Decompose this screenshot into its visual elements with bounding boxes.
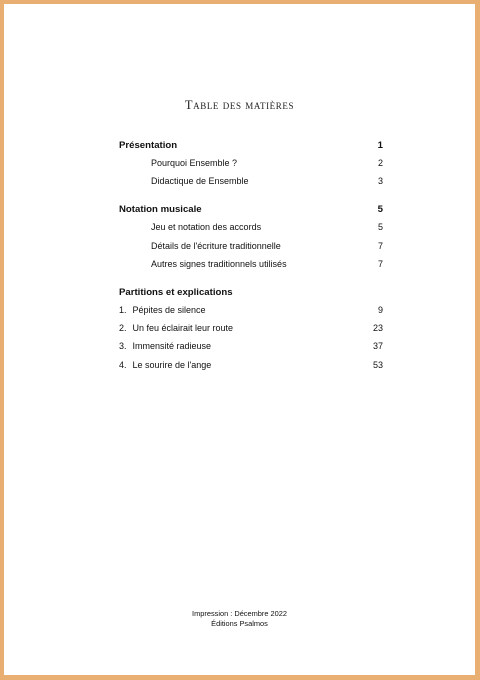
entry-page-number: 7: [377, 240, 383, 251]
entry-title: Immensité radieuse: [132, 341, 212, 352]
toc-entry[interactable]: [119, 360, 383, 378]
entry-page-number: 3: [377, 176, 383, 187]
entry-label: [119, 360, 211, 370]
toc-entry[interactable]: [119, 341, 383, 359]
section-page-number: 1: [377, 140, 383, 151]
section-label: Présentation: [119, 140, 178, 151]
entry-title: Pépites de silence: [132, 304, 206, 315]
section-label: Notation musicale: [119, 204, 202, 216]
print-date: Impression : Décembre 2022: [192, 609, 287, 618]
page-title: Table des matières: [184, 98, 295, 112]
toc-section-heading[interactable]: [119, 287, 383, 305]
entry-title: Le sourire de l'ange: [132, 359, 212, 370]
toc-entry[interactable]: [119, 323, 383, 341]
entry-label: Didactique de Ensemble: [151, 176, 249, 187]
entry-label: [119, 323, 233, 333]
toc-section-presentation: [119, 140, 383, 194]
toc-entry[interactable]: [119, 176, 383, 194]
page-footer: [4, 609, 475, 629]
publisher: Éditions Psalmos: [211, 619, 268, 628]
entry-page-number: 5: [377, 222, 383, 233]
toc-section-heading[interactable]: [119, 140, 383, 158]
section-page-number: 5: [377, 204, 383, 216]
entry-label: Pourquoi Ensemble ?: [151, 158, 238, 168]
toc-section-heading[interactable]: [119, 204, 383, 222]
entry-label: Détails de l'écriture traditionnelle: [151, 240, 281, 251]
toc-entry[interactable]: [119, 158, 383, 176]
entry-page-number: 2: [377, 158, 383, 168]
toc-entry[interactable]: [119, 259, 383, 277]
entry-title: Un feu éclairait leur route: [132, 323, 234, 334]
entry-label: Autres signes traditionnels utilisés: [151, 258, 287, 269]
entry-page-number: 53: [372, 359, 383, 370]
toc-section-partitions: [119, 287, 383, 378]
entry-page-number: 7: [377, 258, 383, 269]
toc-entry[interactable]: [119, 305, 383, 323]
entry-label: [119, 341, 211, 351]
entry-page-number: 37: [372, 341, 383, 352]
section-label: Partitions et explications: [119, 286, 233, 298]
toc-entry[interactable]: [119, 222, 383, 240]
entry-label: Jeu et notation des accords: [151, 222, 262, 233]
entry-number: 4.: [119, 359, 127, 370]
document-page: [4, 4, 475, 675]
entry-page-number: 23: [372, 323, 383, 334]
entry-number: 3.: [119, 341, 127, 352]
entry-label: [119, 305, 206, 315]
toc-section-notation: [119, 204, 383, 277]
table-of-contents: [119, 140, 383, 378]
entry-number: 2.: [119, 323, 127, 334]
entry-page-number: 9: [377, 304, 383, 315]
entry-number: 1.: [119, 304, 127, 315]
toc-entry[interactable]: [119, 241, 383, 259]
